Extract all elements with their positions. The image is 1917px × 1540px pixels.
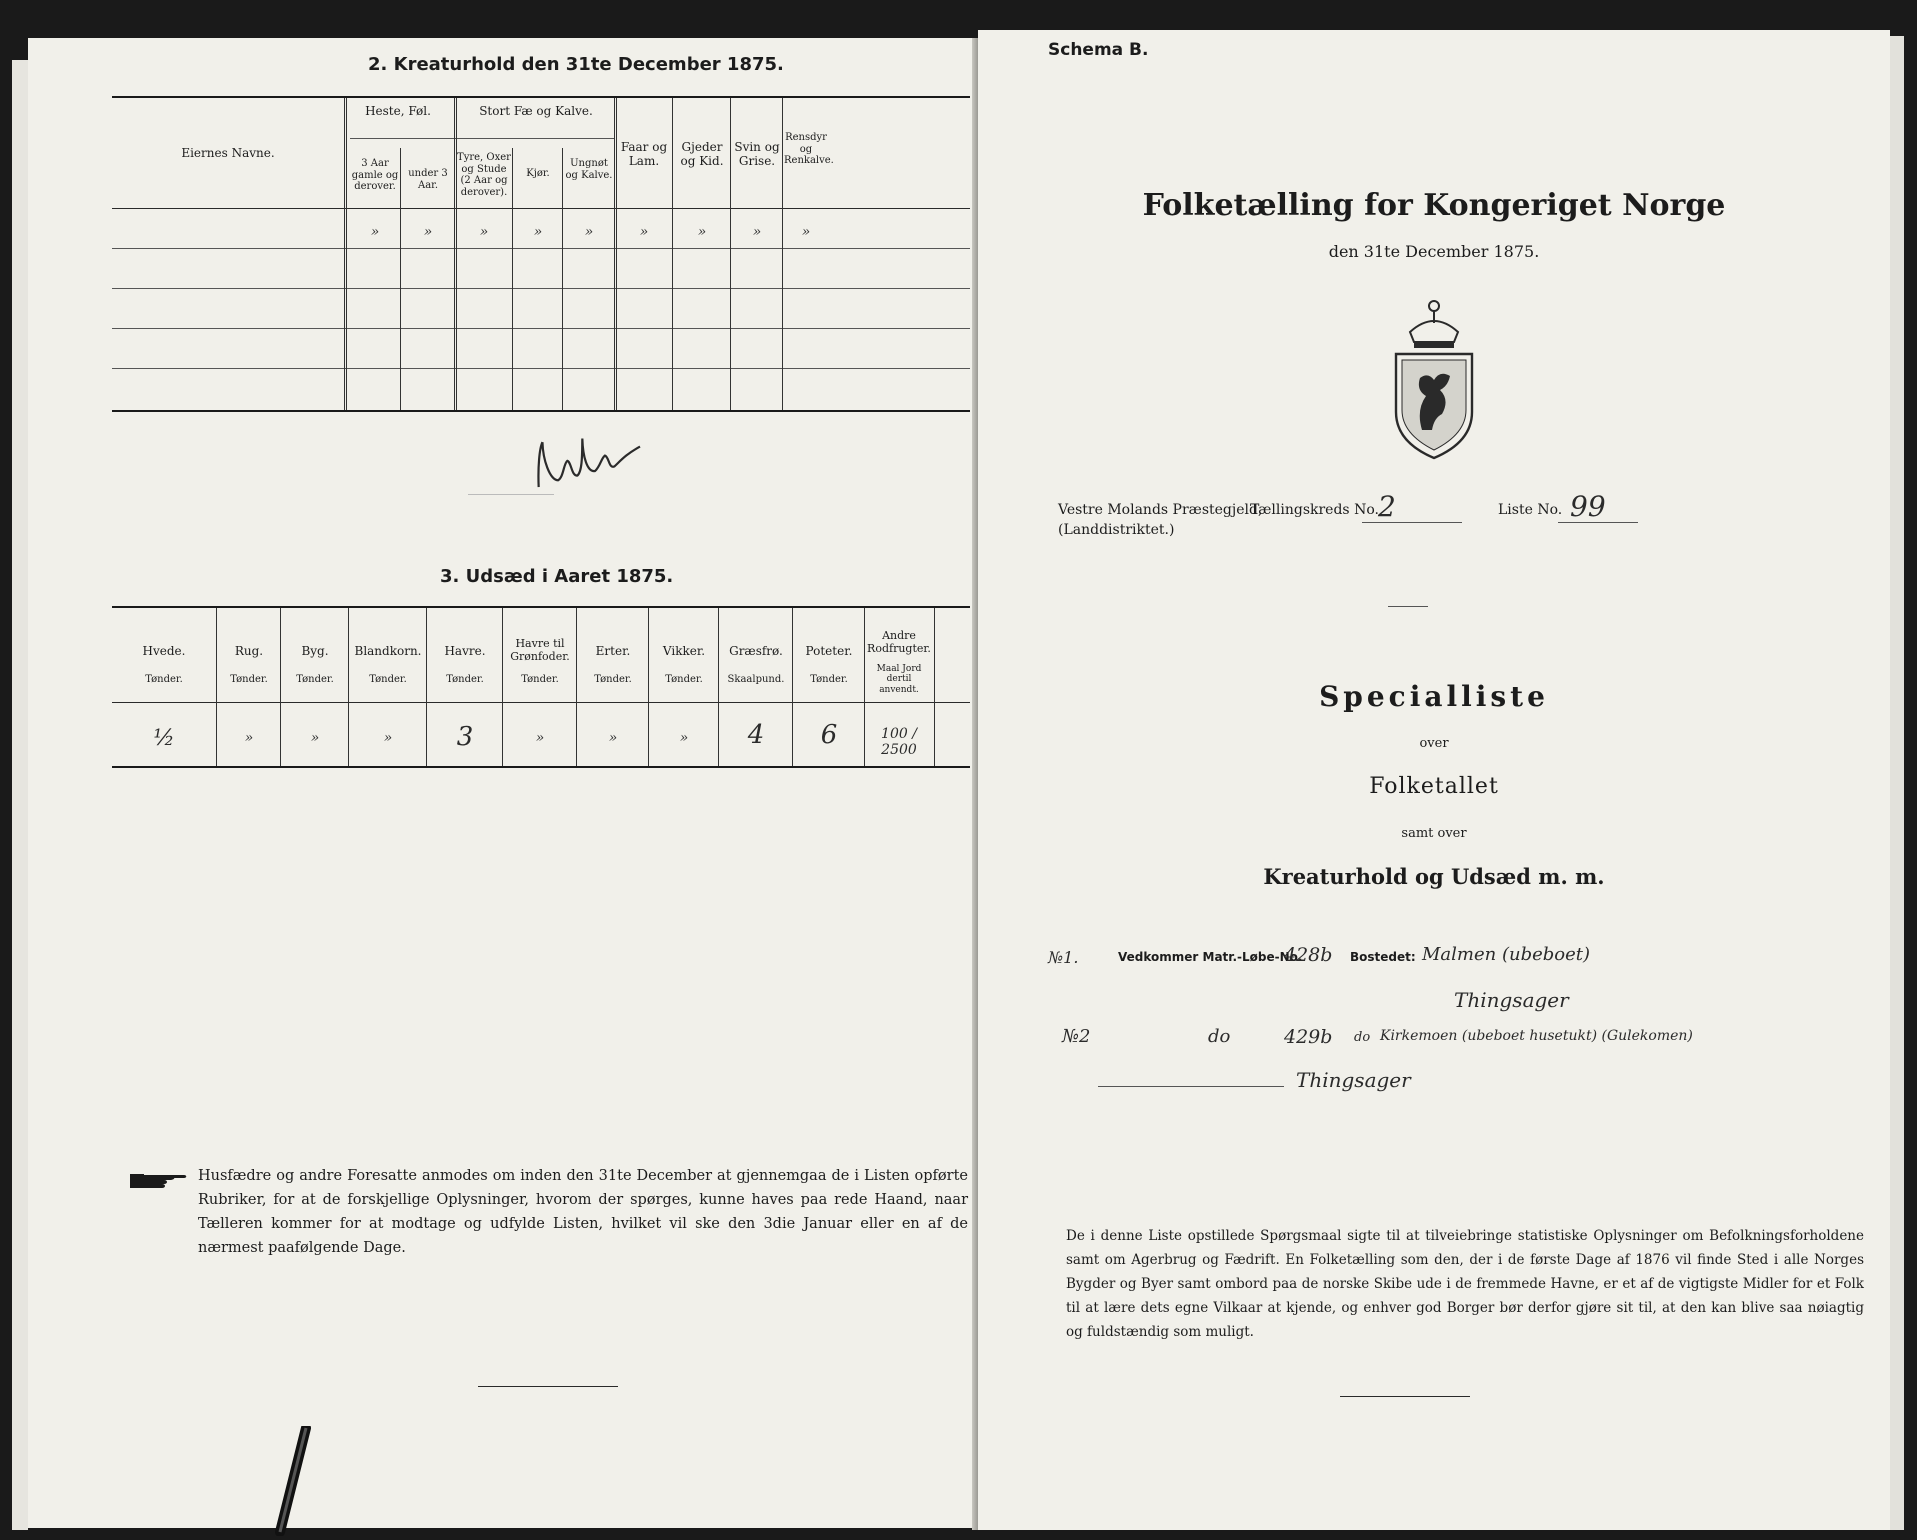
entry2-bosted-label: do	[1354, 1030, 1371, 1045]
col-ungnot: Ungnøt og Kalve.	[565, 158, 613, 181]
val-graesfro: 4	[747, 720, 765, 750]
col-kjor: Kjør.	[526, 168, 550, 179]
table2-divider	[400, 148, 401, 410]
census-title: Folketælling for Kongeriget Norge	[1142, 188, 1726, 223]
col-havre-gronfoder: Havre til Grønfoder.	[510, 637, 570, 663]
unit-blandkorn: Tønder.	[369, 674, 407, 685]
col-svin: Svin og Grise.	[734, 140, 780, 169]
unit-poteter: Tønder.	[810, 674, 848, 685]
entry2-dash	[1098, 1086, 1284, 1087]
col-havre: Havre.	[444, 644, 486, 658]
val-andre-rodfrugter: 100 / 2500	[881, 726, 917, 758]
pointing-hand-icon	[128, 1166, 188, 1196]
table3-divider	[934, 608, 935, 766]
row1-cell: »	[801, 224, 811, 240]
district-no-underline	[1362, 522, 1462, 523]
col-vikker: Vikker.	[662, 644, 706, 658]
table2-header-rule	[112, 208, 970, 209]
col-heste-3aar: 3 Aar gamle og derover.	[351, 158, 399, 192]
unit-andre-rodfrugter: Maal Jord dertil anvendt.	[876, 664, 922, 695]
unit-hvede: Tønder.	[145, 674, 183, 685]
row1-cell: »	[423, 224, 433, 240]
val-havre: 3	[456, 722, 474, 752]
parish: Vestre Molands Præstegjeld,	[1058, 502, 1263, 518]
notice-text: Husfædre og andre Foresatte anmodes om inden den 31te December at gjennemgaa de i Listen opførte Rubriker, for at de forskjellige Oplysninger, hvorom der spørges, kunne haves paa rede Haand, naar Tælleren kommer for at modtage og udfylde Listen, hvilket vil ske den 3die Januar eller en af de nærmest paafølgende Dage.	[198, 1168, 968, 1256]
divider-short	[468, 494, 554, 495]
col-andre-rodfrugter: Andre Rodfrugter.	[867, 629, 931, 655]
specialliste-title: Specialliste	[1319, 680, 1549, 713]
col-faar: Faar og Lam.	[620, 140, 668, 169]
divider-bottom	[478, 1386, 618, 1387]
col-hvede: Hvede.	[142, 644, 186, 658]
entry1-no: №1.	[1048, 948, 1079, 967]
val-erter: »	[608, 730, 618, 746]
entry2-bosted: Kirkemoen (ubeboet husetukt) (Gulekomen)	[1380, 1028, 1693, 1044]
table3-divider	[502, 608, 503, 766]
coat-of-arms-icon	[1374, 292, 1494, 462]
table3-top-rule	[112, 606, 970, 608]
unit-erter: Tønder.	[594, 674, 632, 685]
group-heste: Heste, Føl.	[365, 104, 431, 118]
table2-row-rule	[112, 248, 970, 249]
table3-divider	[718, 608, 719, 766]
table2-divider	[614, 98, 617, 410]
table3-divider	[864, 608, 865, 766]
col-blandkorn: Blandkorn.	[354, 644, 422, 658]
table3-bottom-rule	[112, 766, 970, 768]
val-rug: »	[244, 730, 254, 746]
entry1-bosted-label: Bostedet:	[1350, 950, 1416, 964]
table2-divider	[730, 98, 731, 410]
census-date: den 31te December 1875.	[1328, 242, 1540, 261]
table2-divider	[782, 98, 783, 410]
entry1-matr: 428b	[1284, 944, 1333, 966]
unit-byg: Tønder.	[296, 674, 334, 685]
folketallet: Folketallet	[1369, 774, 1499, 799]
col-poteter: Poteter.	[805, 644, 853, 658]
table3-header-rule	[112, 702, 970, 703]
list-no: 99	[1570, 490, 1606, 523]
footnote-text: De i denne Liste opstillede Spørgsmaal sigte til at tilveiebringe statistiske Oplysninger om Befolkningsforholdene samt om Agerbrug og Fædrift. En Folketælling som den, der i de første Dage af 1876 vil finde Sted i alle Norges Bygder og Byer samt ombord paa de norske Skibe ude i de fremmede Havne, er et af de vigtigste Midler for et Folk til at lære dets egne Vilkaar at kjende, og enhver god Borger bør derfor gjøre sit til, at den kan blive saa nøiagtig og fuldstændig som muligt.	[1066, 1228, 1864, 1340]
pen-icon	[268, 1426, 328, 1536]
col-graesfro: Græsfrø.	[729, 644, 783, 658]
landdistrikt: (Landdistriktet.)	[1058, 522, 1175, 538]
table2-row-rule	[112, 368, 970, 369]
page-edge-left	[12, 60, 28, 1530]
owner-header: Eiernes Navne.	[181, 146, 275, 160]
divider-short	[1388, 606, 1428, 607]
table2-row-rule	[112, 288, 970, 289]
section3-title: 3. Udsæd i Aaret 1875.	[440, 566, 674, 587]
over-text: over	[1419, 736, 1449, 751]
entry1-bosted2: Thingsager	[1454, 988, 1569, 1012]
col-byg: Byg.	[301, 644, 329, 658]
entry2-no: №2	[1062, 1026, 1091, 1047]
table3-divider	[648, 608, 649, 766]
row1-cell: »	[479, 224, 489, 240]
table3-divider	[426, 608, 427, 766]
table2-divider	[344, 98, 347, 410]
list-no-underline	[1558, 522, 1638, 523]
row1-cell: »	[584, 224, 594, 240]
table2-divider	[562, 148, 563, 410]
right-page	[978, 30, 1890, 1530]
table3-divider	[792, 608, 793, 766]
table2-divider	[672, 98, 673, 410]
table2-bottom-rule	[112, 410, 970, 412]
left-page	[28, 38, 978, 1528]
val-vikker: »	[679, 730, 689, 746]
table3-divider	[576, 608, 577, 766]
district-label: Tællingskreds No.	[1250, 502, 1379, 518]
unit-graesfro: Skaalpund.	[727, 674, 785, 685]
unit-havre-gronfoder: Tønder.	[521, 674, 559, 685]
val-blandkorn: »	[383, 730, 393, 746]
row1-cell: »	[697, 224, 707, 240]
val-byg: »	[310, 730, 320, 746]
row1-cell: »	[370, 224, 380, 240]
section2-title: 2. Kreaturhold den 31te December 1875.	[368, 54, 784, 75]
entry2-bosted2: Thingsager	[1296, 1068, 1411, 1092]
entry1-label: Vedkommer Matr.-Løbe-No.	[1118, 950, 1303, 964]
row1-cell: »	[639, 224, 649, 240]
unit-rug: Tønder.	[230, 674, 268, 685]
table3-divider	[280, 608, 281, 766]
table3-divider	[348, 608, 349, 766]
val-havre-gronfoder: »	[535, 730, 545, 746]
list-label: Liste No.	[1498, 502, 1563, 518]
page-edge-right	[1890, 36, 1904, 1530]
district-no: 2	[1378, 490, 1396, 523]
signature-mark	[524, 422, 651, 498]
row1-cell: »	[752, 224, 762, 240]
col-gjeder: Gjeder og Kid.	[680, 140, 724, 169]
group-stort-fae: Stort Fæ og Kalve.	[479, 104, 593, 118]
col-tyre-oxer: Tyre, Oxer og Stude (2 Aar og derover).	[457, 152, 511, 198]
col-erter: Erter.	[595, 644, 631, 658]
unit-havre: Tønder.	[446, 674, 484, 685]
col-rensdyr: Rensdyr og Renkalve.	[784, 132, 834, 166]
schema-label: Schema B.	[1048, 40, 1149, 60]
table2-top-rule	[112, 96, 970, 98]
entry2-label: do	[1208, 1026, 1231, 1047]
entry1-bosted: Malmen (ubeboet)	[1422, 944, 1591, 965]
table2-row-rule	[112, 328, 970, 329]
samt-over: samt over	[1401, 826, 1467, 841]
group-underline	[350, 138, 614, 139]
table3-divider	[216, 608, 217, 766]
table2-divider	[512, 148, 513, 410]
entry2-matr: 429b	[1284, 1026, 1333, 1048]
kreaturhold-heading: Kreaturhold og Udsæd m. m.	[1263, 864, 1605, 889]
divider-bottom	[1340, 1396, 1470, 1397]
col-rug: Rug.	[234, 644, 264, 658]
val-poteter: 6	[820, 720, 838, 750]
col-heste-under3: under 3 Aar.	[408, 168, 448, 191]
table2-divider	[454, 98, 457, 410]
row1-cell: »	[533, 224, 543, 240]
unit-vikker: Tønder.	[665, 674, 703, 685]
val-hvede: ½	[153, 726, 175, 751]
